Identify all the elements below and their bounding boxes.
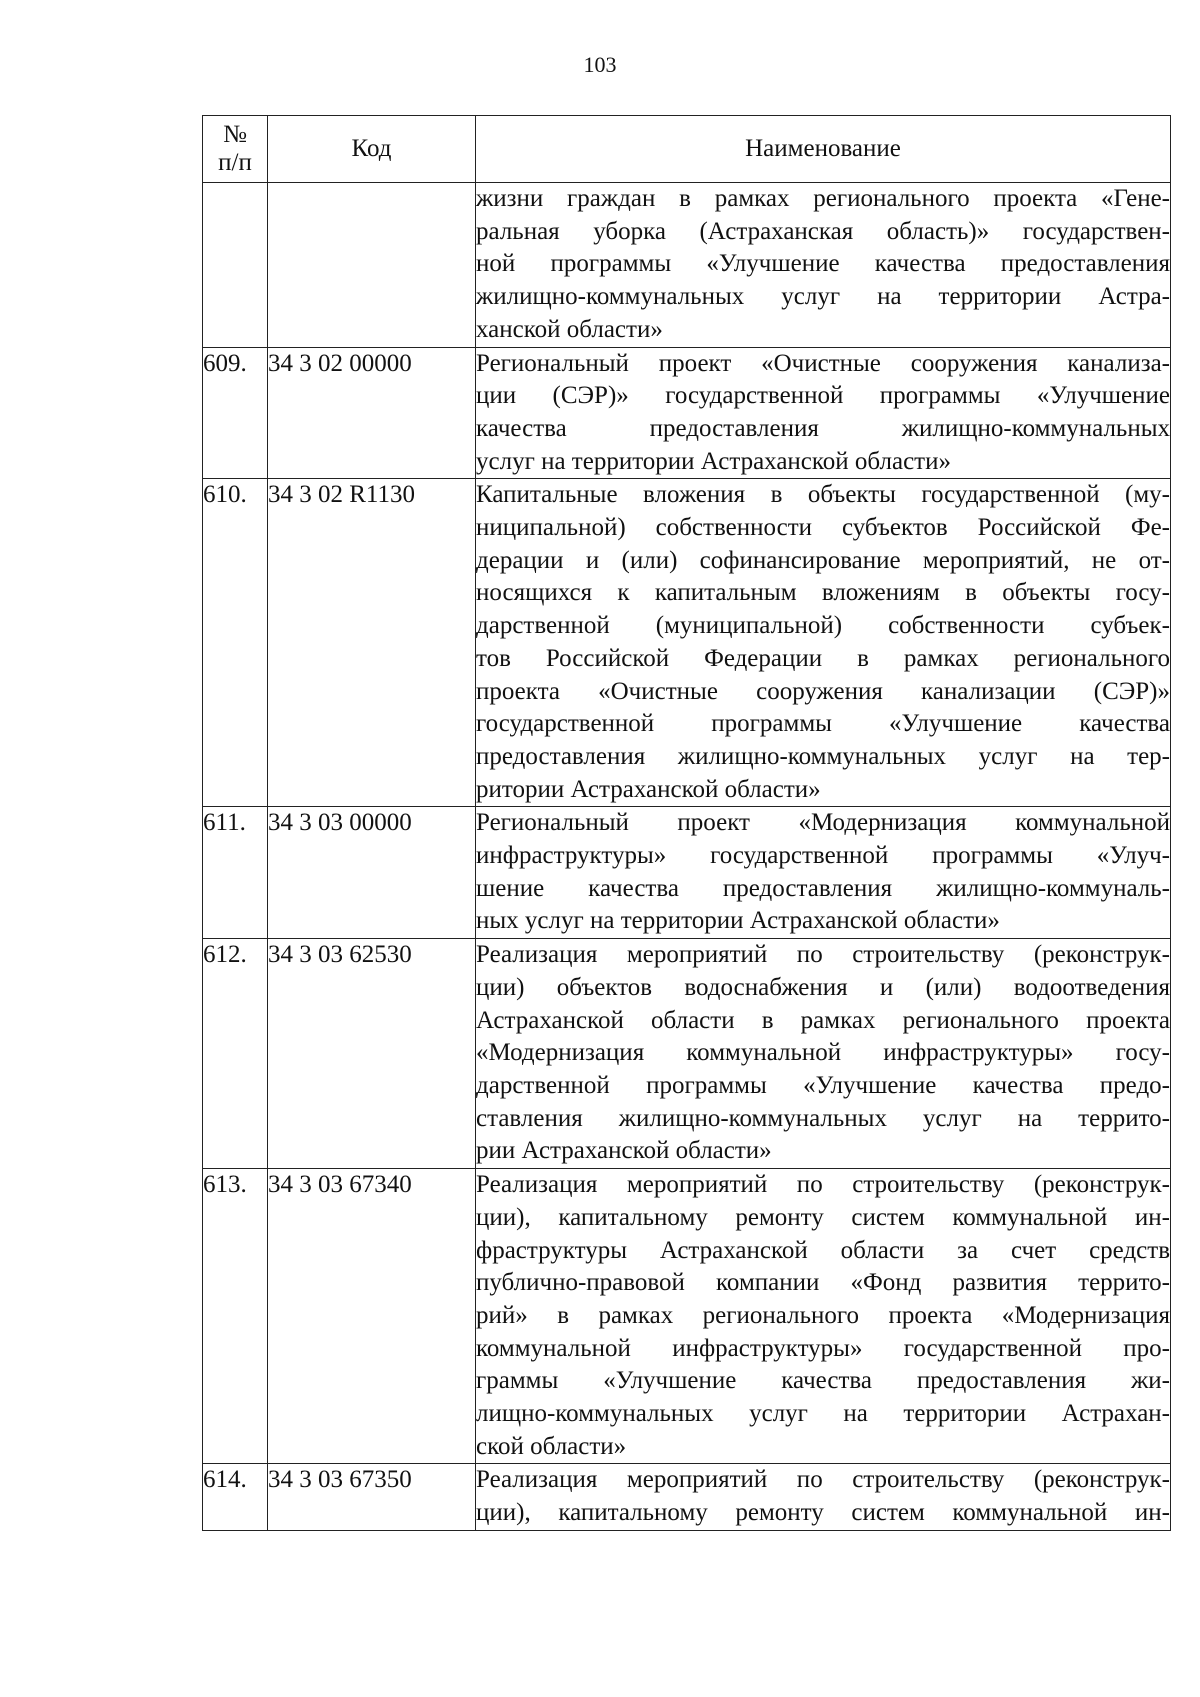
name-text-line: ции (СЭР)» государственной программы «Улучшение <box>476 382 1170 410</box>
name-text-line: ных услуг на территории Астраханской области» <box>476 907 1000 935</box>
row-name <box>476 1169 1171 1464</box>
name-text-line: ской области» <box>476 1432 627 1460</box>
row-code: 34 3 03 67340 <box>268 1169 476 1464</box>
row-number <box>203 183 268 348</box>
name-text-line: рий» в рамках регионального проекта «Модернизация <box>476 1301 1170 1329</box>
row-name <box>476 183 1171 348</box>
name-text-line: граммы «Улучшение качества предоставления жи- <box>476 1367 1170 1395</box>
row-code: 34 3 03 67350 <box>268 1464 476 1530</box>
row-name <box>476 807 1171 939</box>
name-text-line: ции), капитальному ремонту систем коммунальной ин- <box>476 1499 1170 1527</box>
name-text-line: проекта «Очистные сооружения канализации (СЭР)» <box>476 677 1170 705</box>
name-text-line: носящихся к капитальным вложениям в объекты госу- <box>476 579 1170 607</box>
name-text-line: Реализация мероприятий по строительству (реконструк- <box>476 941 1170 969</box>
name-text-line: «Модернизация коммунальной инфраструктуры» госу- <box>476 1039 1170 1067</box>
name-text-line: дарственной программы «Улучшение качества предо- <box>476 1071 1170 1099</box>
name-text-line: жилищно-коммунальных услуг на территории Астра- <box>476 283 1170 311</box>
name-text-line: Реализация мероприятий по строительству (реконструк- <box>476 1466 1170 1494</box>
header-code: Код <box>268 116 476 183</box>
row-name <box>476 479 1171 807</box>
name-text-line: ставления жилищно-коммунальных услуг на террито- <box>476 1104 1170 1132</box>
name-text-line: инфраструктуры» государственной программы «Улуч- <box>476 842 1170 870</box>
name-text-line: лищно-коммунальных услуг на территории Астрахан- <box>476 1400 1170 1428</box>
row-code: 34 3 03 62530 <box>268 939 476 1169</box>
name-text-line: предоставления жилищно-коммунальных услуг на тер- <box>476 742 1170 770</box>
budget-code-table <box>202 115 1171 1531</box>
name-text-line: шение качества предоставления жилищно-коммуналь- <box>476 874 1170 902</box>
name-text-line: Астраханской области в рамках регионального проекта <box>476 1006 1170 1034</box>
row-code: 34 3 02 R1130 <box>268 479 476 807</box>
row-number: 611. <box>203 807 268 939</box>
name-text-line: жизни граждан в рамках регионального проекта «Гене- <box>476 185 1170 212</box>
name-text-line: ритории Астраханской области» <box>476 775 821 803</box>
name-text-line: дерации и (или) софинансирование мероприятий, не от- <box>476 546 1170 574</box>
row-name <box>476 1464 1171 1530</box>
table-row <box>203 1169 1171 1464</box>
table-body <box>203 183 1171 1531</box>
row-number: 612. <box>203 939 268 1169</box>
table-row <box>203 807 1171 939</box>
name-text-line: качества предоставления жилищно-коммунальных <box>476 414 1170 442</box>
name-text-line: государственной программы «Улучшение качества <box>476 710 1170 738</box>
row-code: 34 3 02 00000 <box>268 347 476 479</box>
page-number: 103 <box>583 52 617 77</box>
table-row <box>203 347 1171 479</box>
name-text-line: услуг на территории Астраханской области» <box>476 447 951 475</box>
name-text-line: ниципальной) собственности субъектов Российской Фе- <box>476 514 1170 542</box>
table-row <box>203 183 1171 348</box>
name-text-line: ральная уборка (Астраханская область)» государствен- <box>476 217 1170 245</box>
name-text-line: Региональный проект «Модернизация коммунальной <box>476 809 1170 837</box>
table-header-row <box>203 116 1171 183</box>
name-text-line: ции), капитальному ремонту систем коммунальной ин- <box>476 1203 1170 1231</box>
row-number: 609. <box>203 347 268 479</box>
row-number: 614. <box>203 1464 268 1530</box>
name-text-line: дарственной (муниципальной) собственности субъек- <box>476 612 1170 640</box>
header-name: Наименование <box>476 116 1171 183</box>
row-number: 610. <box>203 479 268 807</box>
name-text-line: фраструктуры Астраханской области за счет средств <box>476 1236 1170 1264</box>
name-text-line: ции) объектов водоснабжения и (или) водоотведения <box>476 973 1170 1001</box>
row-name <box>476 939 1171 1169</box>
row-name <box>476 347 1171 479</box>
name-text-line: ханской области» <box>476 315 663 343</box>
name-text-line: Реализация мероприятий по строительству (реконструк- <box>476 1171 1170 1199</box>
header-number: № п/п <box>203 116 268 183</box>
row-number: 613. <box>203 1169 268 1464</box>
name-text-line: тов Российской Федерации в рамках регионального <box>476 644 1170 672</box>
name-text-line: коммунальной инфраструктуры» государственной про- <box>476 1334 1170 1362</box>
table-row <box>203 479 1171 807</box>
name-text-line: Капитальные вложения в объекты государственной (му- <box>476 481 1170 509</box>
name-text-line: ной программы «Улучшение качества предоставления <box>476 250 1170 278</box>
name-text-line: Региональный проект «Очистные сооружения канализа- <box>476 349 1170 377</box>
table-row <box>203 1464 1171 1530</box>
table-row <box>203 939 1171 1169</box>
row-code <box>268 183 476 348</box>
name-text-line: публично-правовой компании «Фонд развития террито- <box>476 1269 1170 1297</box>
name-text-line: рии Астраханской области» <box>476 1137 772 1165</box>
row-code: 34 3 03 00000 <box>268 807 476 939</box>
